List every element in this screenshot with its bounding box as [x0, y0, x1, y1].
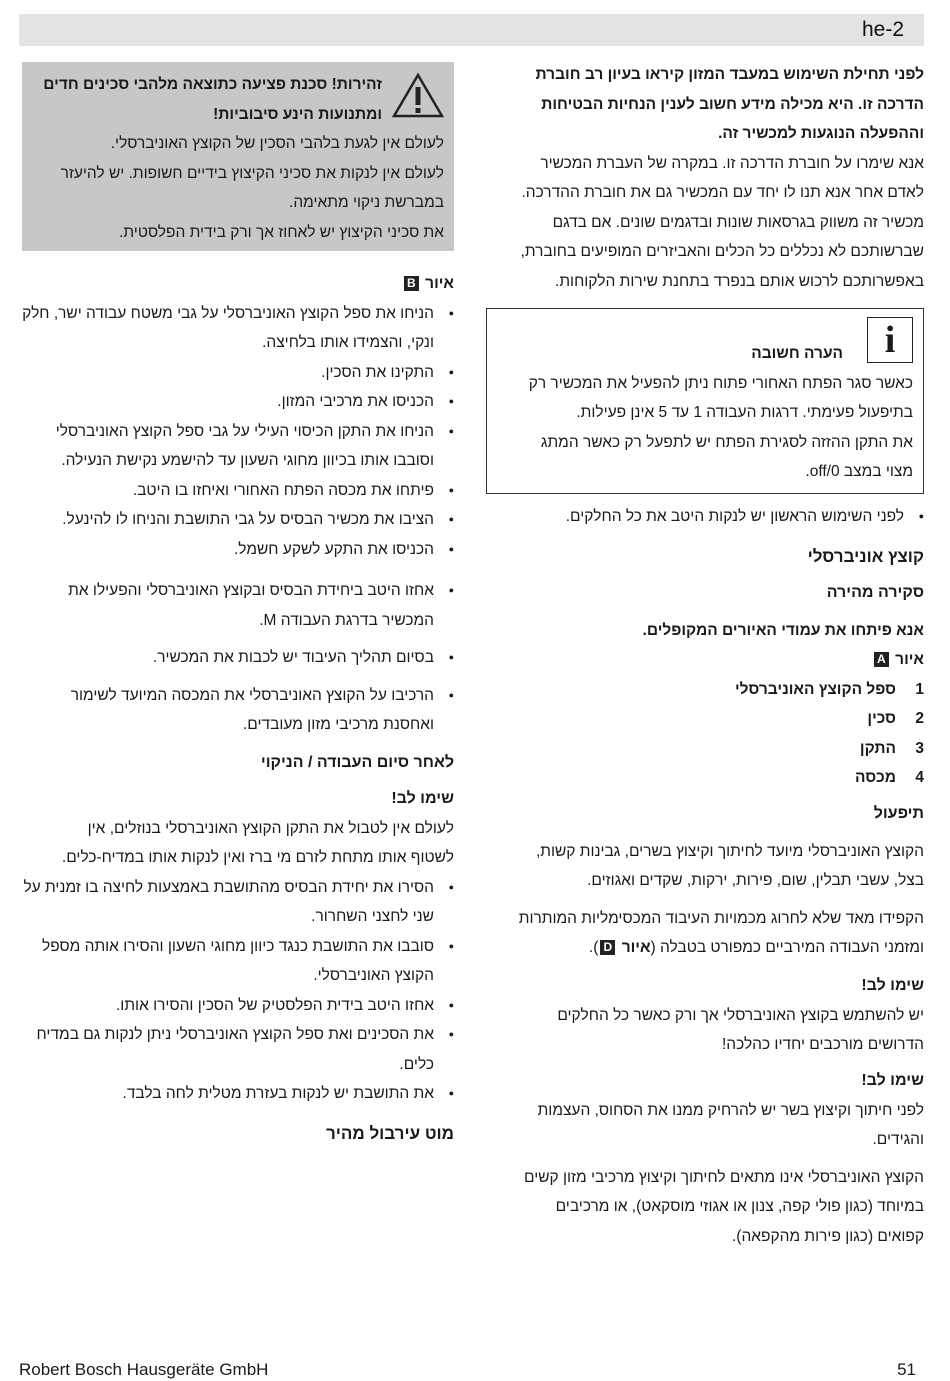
list-item [486, 763, 924, 793]
operation-steps [22, 576, 454, 740]
text-line: והגידים. [872, 1131, 924, 1148]
info-icon: i [867, 317, 913, 363]
text-line: קפואים (כגון פירות מהקפאה). [732, 1227, 924, 1245]
heading-universal-chopper: קוצץ אוניברסלי [807, 546, 924, 566]
text-line: לשטוף אותו מתחת לזרם מי ברז ואין לנקות אותו במדיח-כלים. [61, 849, 454, 866]
attention-title: שימו לב! [391, 789, 454, 807]
figure-a-badge: A [874, 652, 889, 667]
cleaning-steps [22, 873, 454, 1109]
attention-title: שימו לב! [861, 976, 924, 994]
text-line: במיוחד (כגון פולי קפה, צנון או אגוזי מוסקאט), או מרכיבים [555, 1198, 924, 1215]
list-item: ● הרכיבו על הקוצץ האוניברסלי את המכסה המיועד לשימור ואחסנת מרכיבי מזון מעובדים. [22, 681, 454, 740]
page-number: 51 [897, 1360, 916, 1379]
text-line: לאדם אחר אנא תנו לו יחד עם המכשיר גם את חוברת ההדרכה. [521, 184, 924, 201]
list-item: ● הניחו את התקן הכיסוי העילי על גבי ספל הקוצץ האוניברסלי וסובבו אותו בכיוון מחוגי השעון עד להישמע נקישת הנעילה. [22, 417, 454, 476]
bullet-list [486, 502, 924, 532]
text-line: הקפידו מאד שלא לחרוג מכמויות העיבוד המכסימליות המותרות [518, 909, 924, 927]
figure-label: איור [425, 275, 454, 292]
heading-operation: תיפעול [873, 804, 924, 822]
item-text: התקן [859, 739, 896, 757]
item-text: מכסה [855, 769, 896, 786]
list-item: ● את הסכינים ואת ספל הקוצץ האוניברסלי ניתן לנקות גם במדיח כלים. [22, 1020, 454, 1079]
figure-label: איור [895, 651, 924, 668]
text-line: לעולם אין לטבול את התקן הקוצץ האוניברסלי בנוזלים, אין [87, 819, 454, 837]
list-item: ● הכניסו את התקע לשקע חשמל. [22, 535, 454, 565]
item-text: סכין [867, 710, 896, 727]
item-number: 1 [915, 680, 924, 698]
language-tag: he-2 [861, 18, 904, 41]
text-line: את סכיני הקיצוץ יש לאחוז אך ורק בידית הפלסטית. [119, 223, 444, 241]
text-line: מצוי במצב off/0. [805, 463, 913, 480]
attention-paragraph [486, 1001, 924, 1060]
list-item [486, 675, 924, 705]
list-item: ● בסיום תהליך העיבוד יש לכבות את המכשיר. [22, 643, 454, 673]
unsuitable-paragraph [486, 1163, 924, 1252]
figure-b-badge: B [404, 276, 419, 291]
text-line: את התקן ההזזה לסגירת הפתח יש לתפעל רק כאשר המתג [540, 433, 913, 451]
text-line: לעולם אין לגעת בלהבי הסכין של הקוצץ האוניברסלי. [110, 135, 444, 152]
text-line: כאשר סגר הפתח האחורי פתוח ניתן להפעיל את המכשיר רק [528, 374, 913, 392]
item-text: ספל הקוצץ האוניברסלי [734, 680, 896, 698]
text-segment: ). [588, 939, 599, 956]
warning-heading: ומתנועות הינע סיבוביות! [213, 105, 382, 123]
warning-heading: זהירות! סכנת פציעה כתוצאה מלהבי סכינים חדים [43, 76, 382, 93]
list-item: ● התקינו את הסכין. [22, 358, 454, 388]
attention-title: שימו לב! [861, 1071, 924, 1089]
list-item: ● לפני השימוש הראשון יש לנקות היטב את כל החלקים. [486, 502, 924, 532]
warning-box [22, 62, 454, 251]
text-line: הדרכה זו. היא מכילה מידע חשוב לענין הנחיות הבטיחות [541, 95, 924, 113]
figure-a-ref [486, 645, 924, 675]
list-item [486, 734, 924, 764]
text-line: יש להשתמש בקוצץ האוניברסלי אך ורק כאשר כל החלקים [557, 1006, 924, 1024]
text-line: במברשת ניקוי מתאימה. [289, 194, 444, 211]
figure-d-badge: D [600, 940, 615, 955]
text-line: בצל, עשבי תבלין, שום, פירות, ירקות, שקדים ואגוזים. [587, 872, 924, 889]
text-line: הקוצץ האוניברסלי אינו מתאים לחיתוך וקיצוץ מרכיבי מזון קשים [524, 1168, 924, 1186]
figure-b-ref [22, 269, 454, 299]
list-item: ● הסירו את יחידת הבסיס מהתושבת באמצעות לחיצה בו זמנית על שני לחצני השחרור. [22, 873, 454, 932]
list-item: ● אחזו היטב בידית הפלסטיק של הסכין והסירו אותו. [22, 991, 454, 1021]
right-column [486, 60, 924, 1251]
attention-paragraph [486, 1096, 924, 1155]
text-line: הדרושים מורכבים יחדיו כהלכה! [722, 1036, 924, 1053]
note-title: הערה חשובה [751, 345, 843, 362]
figure-label: איור [621, 939, 651, 956]
open-figures-note: אנא פיתחו את עמודי האיורים המקופלים. [642, 621, 924, 639]
text-line: הקוצץ האוניברסלי מיועד לחיתוך וקיצוץ בשרים, גבינות קשות, [535, 842, 924, 860]
operation-paragraph [486, 837, 924, 896]
list-item: ● את התושבת יש לנקות בעזרת מטלית לחה בלבד. [22, 1079, 454, 1109]
text-line: שברשותכם לא נכללים כל הכלים והאביזרים המופיעים בחוברת, [520, 243, 924, 260]
parts-list [486, 675, 924, 793]
text-line: אנא שימרו על חוברת הדרכה זו. במקרה של העברת המכשיר [540, 154, 924, 172]
warning-triangle-icon [392, 72, 444, 118]
keep-manual-paragraph [486, 149, 924, 297]
text-line: לפני תחילת השימוש במעבד המזון קיראו בעיון רב חוברת [535, 66, 924, 83]
left-column [22, 60, 454, 1149]
text-line [486, 933, 924, 963]
list-item: ● הכניסו את מרכיבי המזון. [22, 387, 454, 417]
text-line: בתיפעול פעימתי. דרגות העבודה 1 עד 5 אינן פעילות. [576, 404, 913, 421]
attention-paragraph [22, 814, 454, 873]
header-bar [19, 14, 924, 46]
list-item: ● הניחו את ספל הקוצץ האוניברסלי על גבי משטח עבודה ישר, חלק ונקי, והצמידו אותו בלחיצה. [22, 299, 454, 358]
text-line: באפשרותכם לרכוש אותם בנפרד בתחנת שירות הלקוחות. [555, 272, 924, 290]
list-item: ● אחזו היטב ביחידת הבסיס ובקוצץ האוניברסלי והפעילו את המכשיר בדרגת העבודה M. [22, 576, 454, 635]
text-segment: ומזמני העבודה המירביים כמפורט בטבלה ( [650, 939, 924, 956]
text-line: וההפעלה הנוגעות למכשיר זה. [718, 125, 924, 142]
text-line: מכשיר זה משווק בגרסאות שונות ובדגמים שונים. אם בדגם [552, 213, 924, 231]
item-number: 4 [915, 769, 924, 786]
item-number: 3 [915, 739, 924, 757]
heading-quick-overview: סקירה מהירה [826, 583, 924, 601]
footer-company: Robert Bosch Hausgeräte GmbH [19, 1360, 269, 1379]
heading-hand-blender: מוט עירבול מהיר [325, 1123, 454, 1143]
list-item: ● הציבו את מכשיר הבסיס על גבי התושבת והניחו לו להינעל. [22, 505, 454, 535]
heading-after-work: לאחר סיום העבודה / הניקוי [260, 753, 454, 771]
item-number: 2 [915, 710, 924, 727]
limits-paragraph [486, 904, 924, 963]
text-line: לפני חיתוך וקיצוץ בשר יש להרחיק ממנו את הסחוס, העצמות [537, 1101, 924, 1119]
list-item: ● פיתחו את מכסה הפתח האחורי ואיחזו בו היטב. [22, 476, 454, 506]
list-item: ● סובבו את התושבת כנגד כיוון מחוגי השעון והסירו אותה מספל הקוצץ האוניברסלי. [22, 932, 454, 991]
intro-paragraph [486, 60, 924, 149]
text-line: לעולם אין לנקות את סכיני הקיצוץ בידיים חשופות. יש להיעזר [60, 164, 444, 182]
assembly-steps [22, 299, 454, 565]
important-note-box [486, 308, 924, 494]
list-item [486, 704, 924, 734]
